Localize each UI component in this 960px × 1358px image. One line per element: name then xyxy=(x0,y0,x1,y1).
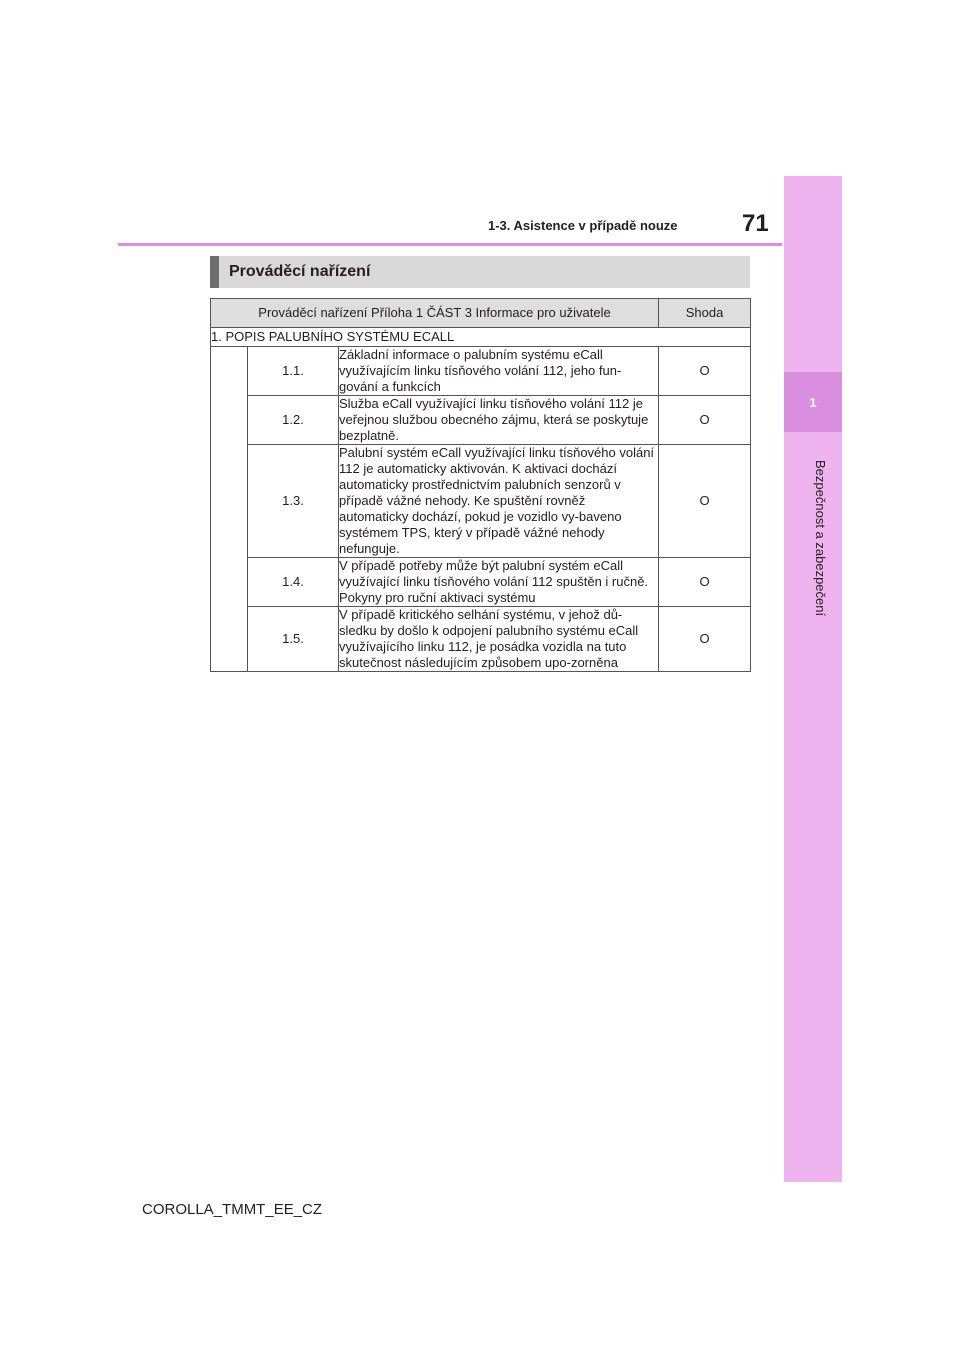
table-header-shoda: Shoda xyxy=(659,299,751,328)
row-text: V případě potřeby může být palubní systém eCall využívající linku tísňového volání 112 spuštěn i ručně. Pokyny pro ruční aktivaci systému xyxy=(339,558,659,607)
row-status: O xyxy=(659,607,751,672)
side-chapter-tab xyxy=(784,176,842,1182)
row-text: Základní informace o palubním systému eCall využívajícím linku tísňového volání 112, jeho fun-gování a funkcích xyxy=(339,347,659,396)
row-number: 1.4. xyxy=(248,558,339,607)
row-text: V případě kritického selhání systému, v jehož dů-sledku by došlo k odpojení palubního systému eCall využívajícího linku 112, je posádka vozidla na tuto skutečnost následujícím způsobem upo-zorněna xyxy=(339,607,659,672)
row-number: 1.3. xyxy=(248,445,339,558)
table-group-title: 1. POPIS PALUBNÍHO SYSTÉMU ECALL xyxy=(211,328,751,347)
section-title-bar xyxy=(210,256,750,288)
row-status: O xyxy=(659,558,751,607)
side-chapter-title: Bezpečnost a zabezpečení xyxy=(813,459,828,617)
section-header: 1-3. Asistence v případě nouze xyxy=(488,218,678,233)
document-footer: COROLLA_TMMT_EE_CZ xyxy=(142,1201,323,1218)
regulation-table xyxy=(210,298,751,672)
table-row xyxy=(211,445,751,558)
row-status: O xyxy=(659,347,751,396)
row-number: 1.1. xyxy=(248,347,339,396)
table-row xyxy=(211,347,751,396)
table-header-row xyxy=(211,299,751,328)
row-status: O xyxy=(659,445,751,558)
row-status: O xyxy=(659,396,751,445)
page-number: 71 xyxy=(742,210,769,237)
row-text: Služba eCall využívající linku tísňového volání 112 je veřejnou službou obecného zájmu, která se poskytuje bezplatně. xyxy=(339,396,659,445)
table-row xyxy=(211,396,751,445)
table-header-info: Prováděcí nařízení Příloha 1 ČÁST 3 Informace pro uživatele xyxy=(211,299,659,328)
row-text: Palubní systém eCall využívající linku tísňového volání 112 je automaticky aktivován. K aktivaci dochází automaticky prostřednictvím palubních senzorů v případě vážné nehody. Ke spuštění rovněž automaticky dochází, pokud je vozidlo vy-baveno systémem TPS, který v případě vážné nehody nefunguje. xyxy=(339,445,659,558)
table-row xyxy=(211,607,751,672)
section-title: Prováděcí nařízení xyxy=(229,263,371,280)
row-number: 1.5. xyxy=(248,607,339,672)
side-chapter-number: 1 xyxy=(784,372,842,432)
table-row xyxy=(211,558,751,607)
table-indent-cell xyxy=(211,347,248,672)
row-number: 1.2. xyxy=(248,396,339,445)
table-group-row xyxy=(211,328,751,347)
header-rule xyxy=(118,243,782,246)
